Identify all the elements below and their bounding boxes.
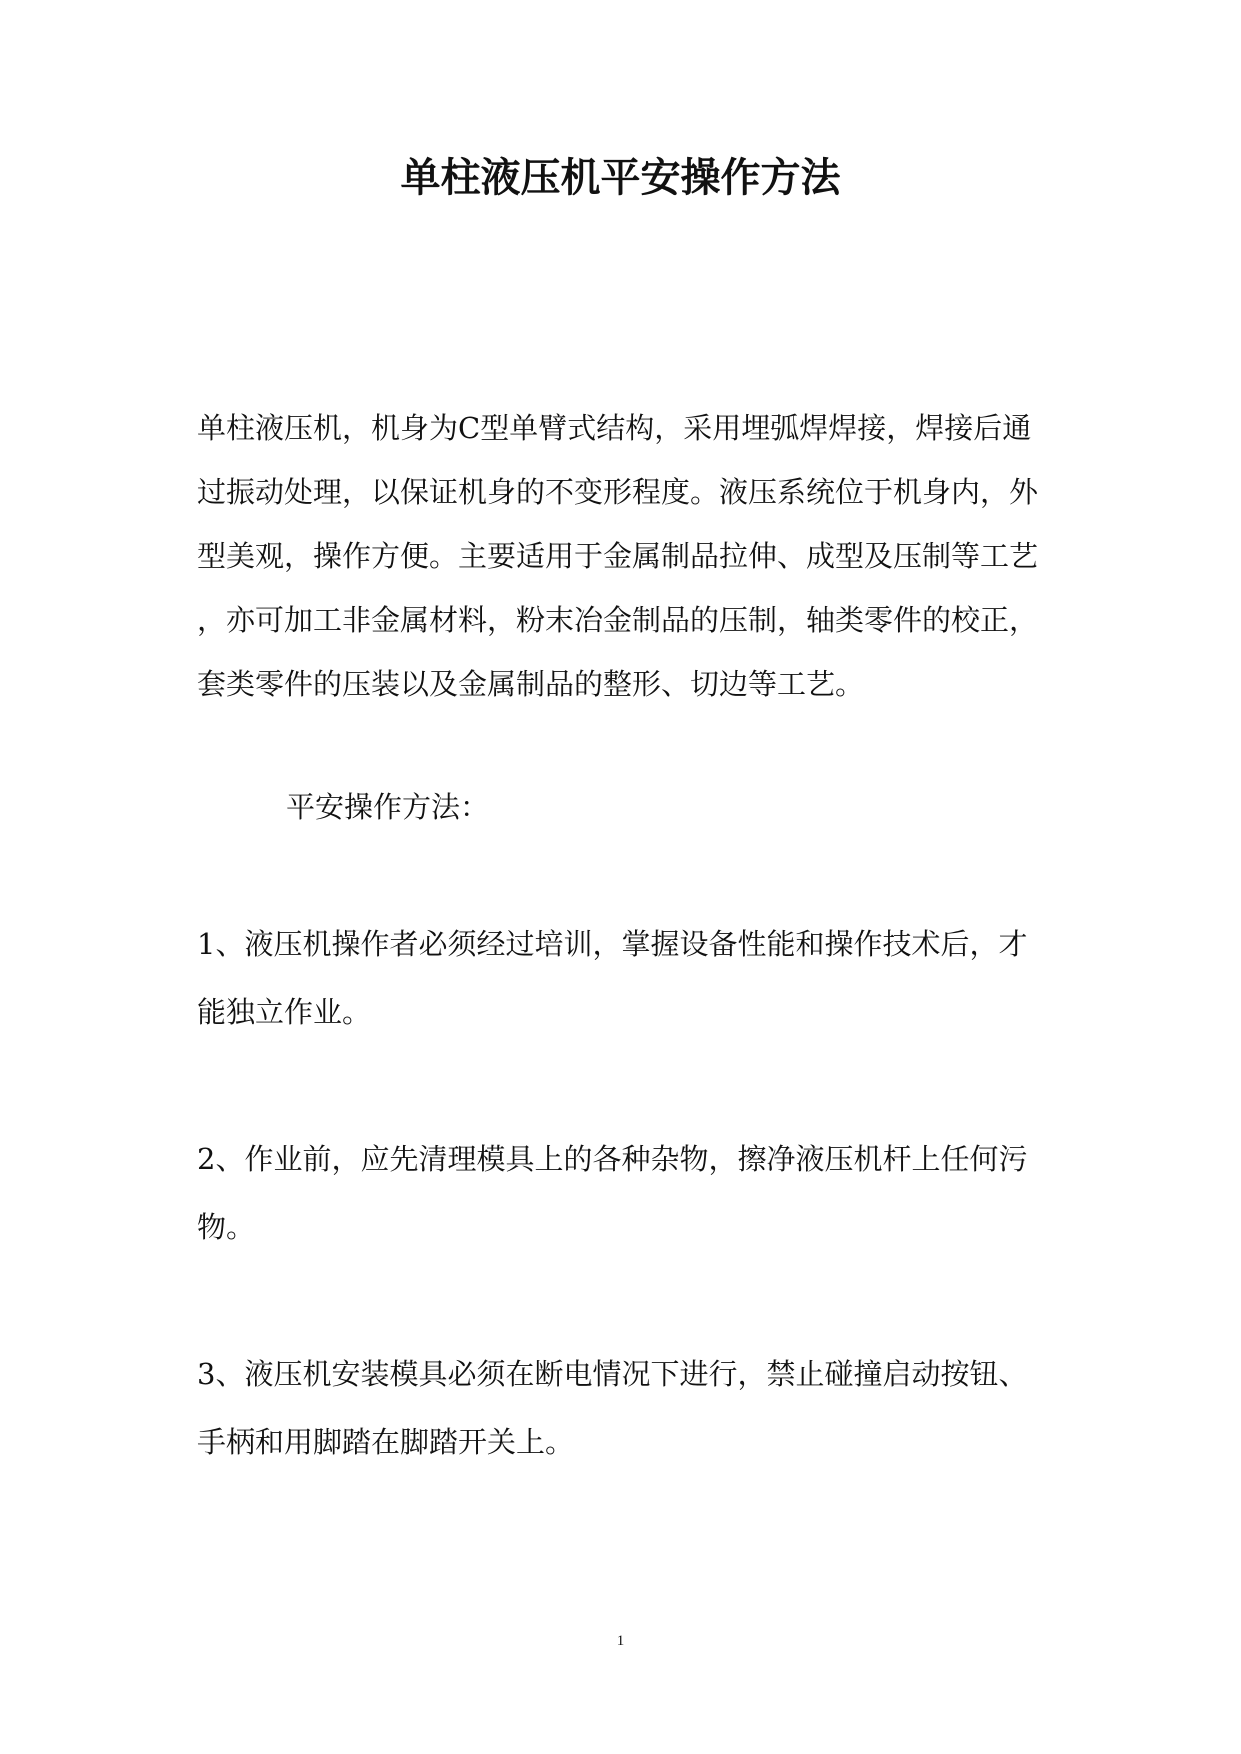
intro-line: ，亦可加工非金属材料，粉末冶金制品的压制，轴类零件的校正，: [197, 603, 1039, 637]
intro-paragraph: [197, 396, 1052, 716]
list-item-line: 1、液压机操作者必须经过培训，掌握设备性能和操作技术后，才: [197, 927, 1028, 961]
document-title: 单柱液压机平安操作方法: [400, 154, 841, 201]
list-item: [197, 910, 1052, 1046]
list-item-line: 手柄和用脚踏在脚踏开关上。: [197, 1425, 575, 1459]
intro-line: 型美观，操作方便。主要适用于金属制品拉伸、成型及压制等工艺: [197, 539, 1039, 573]
list-item-line: 物。: [197, 1210, 256, 1244]
list-item: [197, 1340, 1052, 1476]
list-item: [197, 1125, 1052, 1261]
intro-line: 过振动处理，以保证机身的不变形程度。液压系统位于机身内，外: [197, 475, 1039, 509]
list-item-line: 2、作业前，应先清理模具上的各种杂物，擦净液压机杆上任何污: [197, 1142, 1028, 1176]
intro-line: 套类零件的压装以及金属制品的整形、切边等工艺。: [197, 667, 865, 701]
page-number: 1: [616, 1633, 625, 1649]
intro-line: 单柱液压机，机身为C型单臂式结构，采用埋弧焊焊接，焊接后通: [197, 411, 1032, 445]
list-item-line: 3、液压机安装模具必须在断电情况下进行，禁止碰撞启动按钮、: [197, 1357, 1028, 1391]
method-heading: 平安操作方法：: [286, 790, 490, 824]
list-item-line: 能独立作业。: [197, 995, 372, 1029]
